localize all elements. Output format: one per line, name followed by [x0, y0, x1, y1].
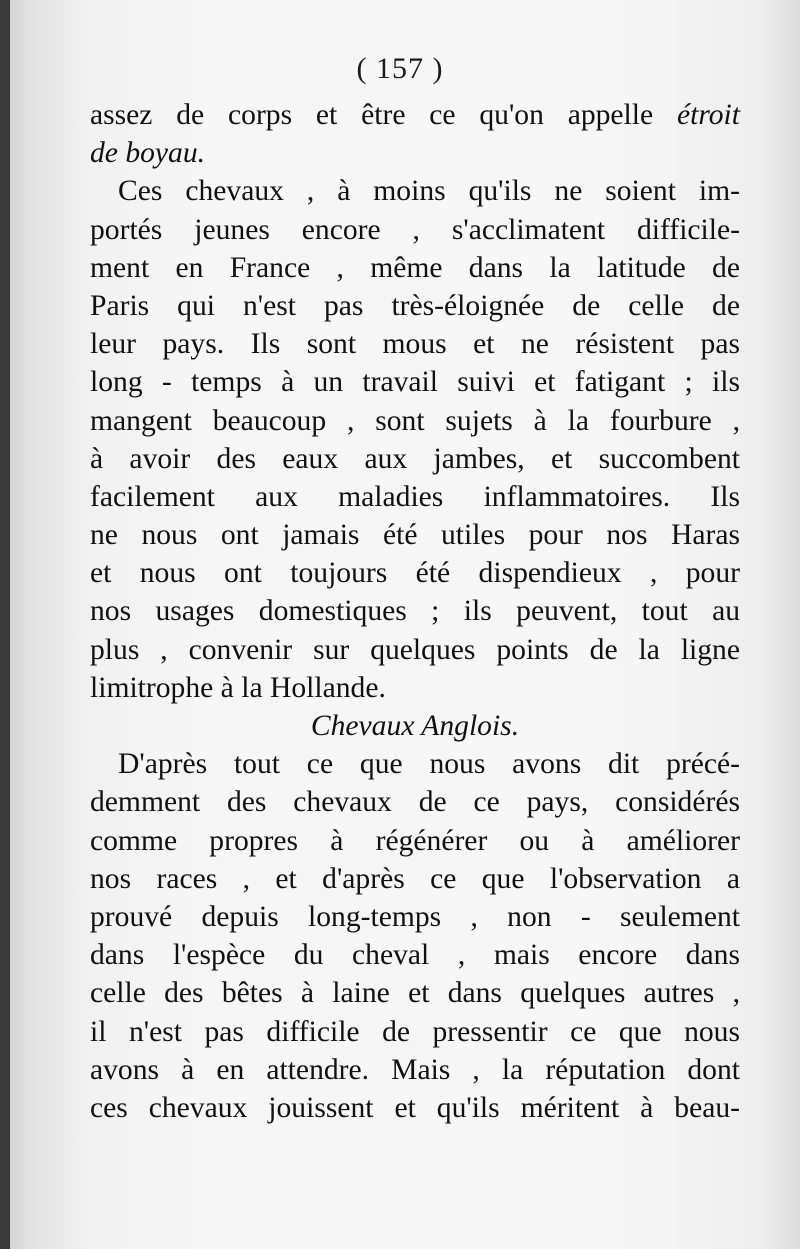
- text-line: Paris qui n'est pas très-éloignée de celle de: [90, 289, 740, 322]
- text-line: mangent beaucoup , sont sujets à la fourbure ,: [90, 404, 740, 437]
- body-text: [90, 96, 740, 1127]
- text-line: prouvé depuis long-temps , non - seulement: [90, 900, 740, 933]
- text-line: Ces chevaux , à moins qu'ils ne soient im-: [118, 175, 740, 208]
- text-line: D'après tout ce que nous avons dit précé-: [118, 748, 740, 781]
- text-line: plus , convenir sur quelques points de la ligne: [90, 633, 740, 666]
- text-line: il n'est pas difficile de pressentir ce que nous: [90, 1015, 740, 1048]
- text-line: dans l'espèce du cheval , mais encore dans: [90, 939, 740, 972]
- text-line: nos races , et d'après ce que l'observation a: [90, 862, 740, 895]
- text-line: demment des chevaux de ce pays, considérés: [90, 786, 740, 819]
- text-line: avons à en attendre. Mais , la réputation dont: [90, 1053, 740, 1086]
- text-line: portés jeunes encore , s'acclimatent difficile-: [90, 213, 740, 246]
- section-heading: Chevaux Anglois.: [310, 710, 520, 742]
- page-number: ( 157 ): [356, 52, 444, 85]
- text-line: leur pays. Ils sont mous et ne résistent pas: [90, 328, 740, 361]
- text-line: à avoir des eaux aux jambes, et succombent: [90, 442, 740, 475]
- binding-shadow: [0, 0, 10, 1249]
- text-line: celle des bêtes à laine et dans quelques autres ,: [90, 977, 740, 1010]
- text-line: facilement aux maladies inflammatoires. Ils: [90, 480, 740, 513]
- text-line: nos usages domestiques ; ils peuvent, tout au: [90, 595, 740, 628]
- text-line: assez de corps et être ce qu'on appelle étroit: [90, 99, 740, 131]
- text-line: limitrophe à la Hollande.: [90, 671, 386, 704]
- text-line: ces chevaux jouissent et qu'ils méritent à beau-: [90, 1091, 740, 1124]
- text-line: long - temps à un travail suivi et fatigant ; ils: [90, 366, 740, 399]
- text-line: de boyau.: [90, 137, 206, 170]
- text-line: comme propres à régénérer ou à améliorer: [90, 824, 740, 857]
- text-line: et nous ont toujours été dispendieux , pour: [90, 557, 740, 590]
- text-line: ment en France , même dans la latitude de: [90, 251, 740, 284]
- text-line: ne nous ont jamais été utiles pour nos Haras: [90, 519, 740, 552]
